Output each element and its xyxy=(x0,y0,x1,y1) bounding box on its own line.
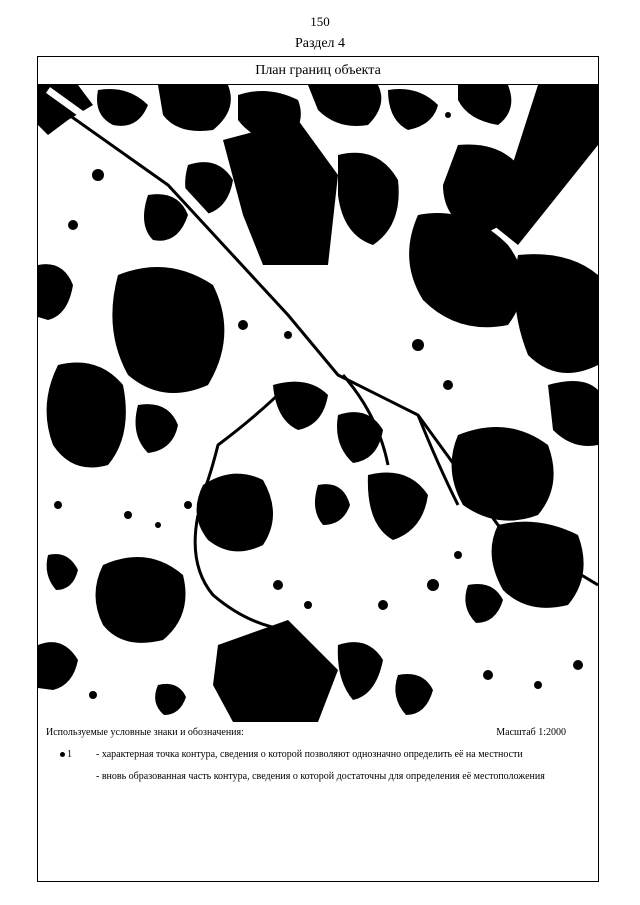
page-number: 150 xyxy=(310,14,330,29)
legend-item-point: - характерная точка контура, сведения о которой позволяют однозначно определить её на местности xyxy=(96,749,523,760)
legend-title: Используемые условные знаки и обозначения: xyxy=(46,727,244,738)
map-scale: Масштаб 1:2000 xyxy=(496,727,566,738)
section-title: Раздел 4 xyxy=(294,36,346,51)
plan-frame xyxy=(37,56,599,882)
aerial-map xyxy=(38,85,598,722)
point-icon xyxy=(60,752,65,757)
legend-item-contour: - вновь образованная часть контура, сведения о которой достаточны для определения её местоположения xyxy=(96,771,545,782)
legend-point-marker xyxy=(60,749,72,760)
frame-title: План границ объекта xyxy=(38,57,598,85)
legend-marker-label: 1 xyxy=(67,749,72,760)
